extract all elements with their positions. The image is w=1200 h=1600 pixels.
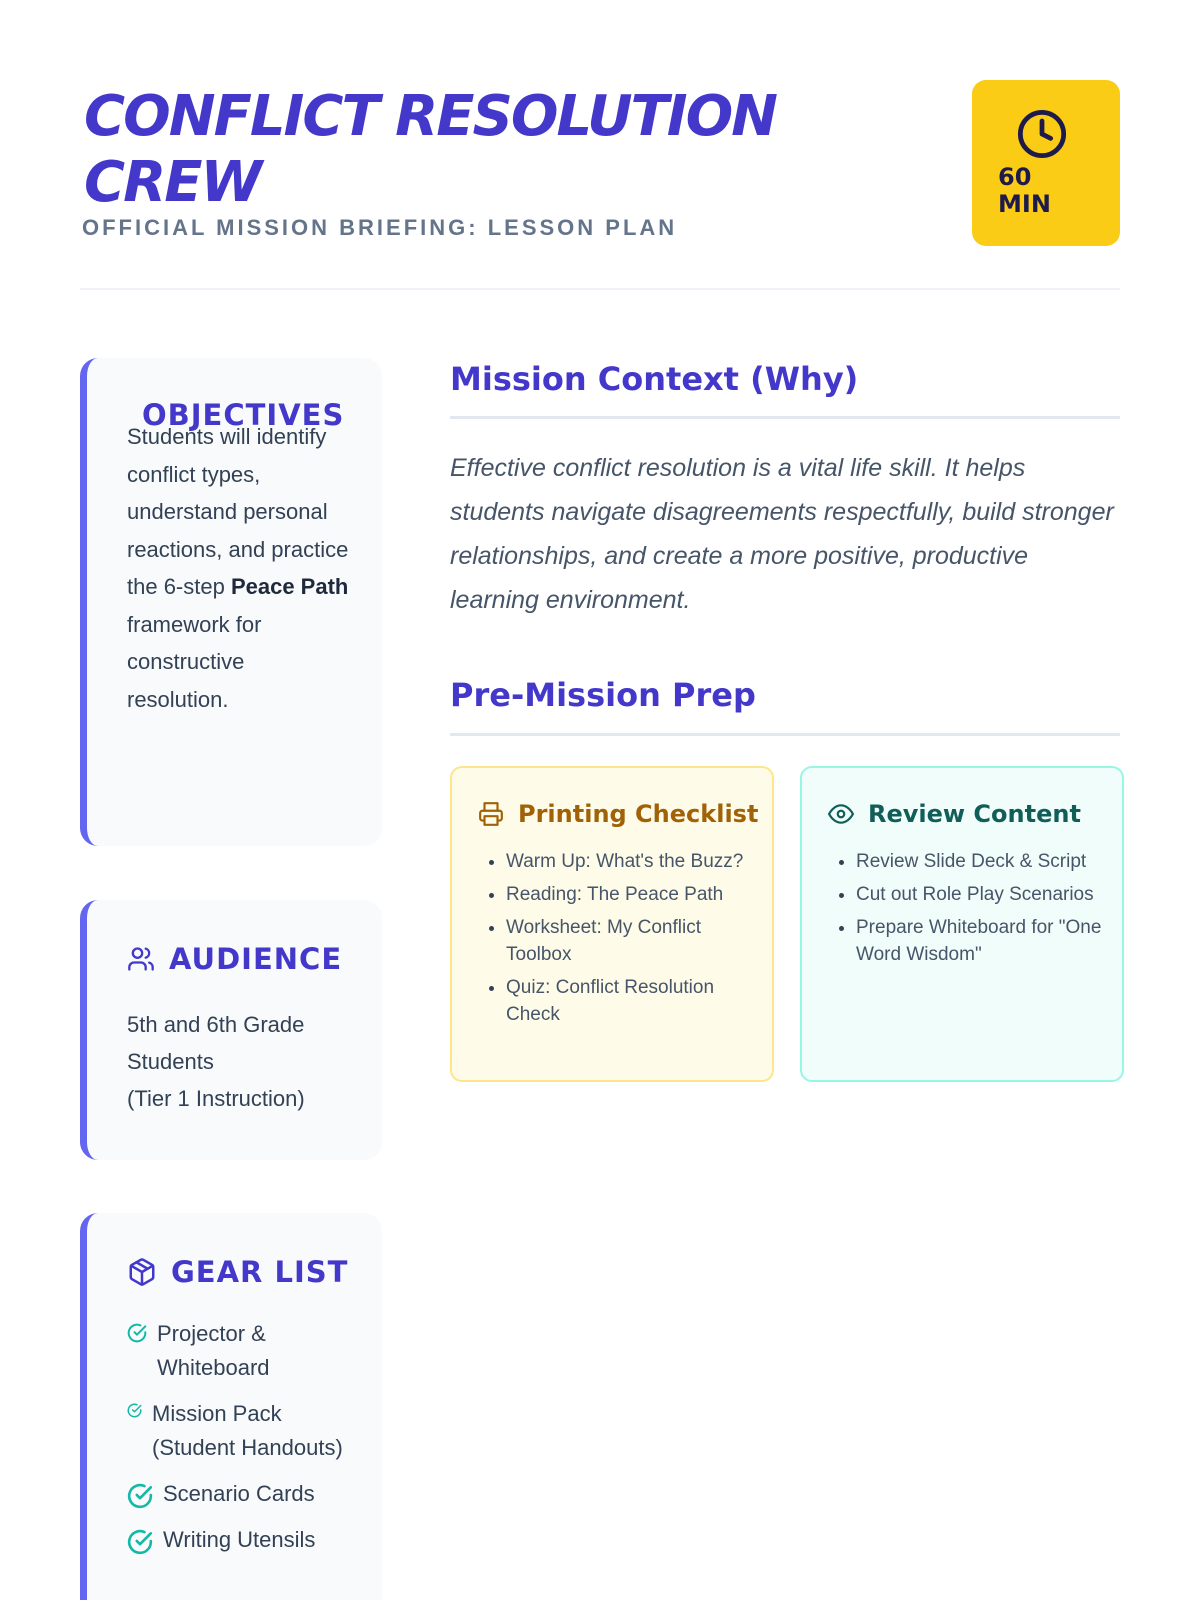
gear-item [127, 1477, 367, 1511]
box-icon [127, 1257, 157, 1287]
page-title: CONFLICT RESOLUTION CREW [84, 84, 777, 215]
context-title: Mission Context (Why) [450, 360, 859, 398]
context-text: Effective conflict resolution is a vital life skill. It helps students navigate disagreements respectfully, build stronger relationships, and create a more positive, productive learning environment. [450, 454, 1114, 614]
gear-list-card [80, 1213, 382, 1600]
gear-item [127, 1317, 367, 1385]
printing-checklist-item: • Reading: The Peace Path [506, 881, 756, 908]
review-content-item: • Prepare Whiteboard for "One Word Wisdom" [856, 914, 1106, 968]
audience-text [127, 1006, 357, 1117]
review-content-header [828, 800, 1081, 828]
objectives-text [127, 418, 349, 718]
audience-title-row [127, 942, 342, 976]
review-content-item: • Review Slide Deck & Script [856, 848, 1106, 875]
gear-item-label: Projector & Whiteboard [157, 1321, 270, 1380]
audience-title: AUDIENCE [169, 942, 343, 976]
check-circle-icon [127, 1483, 153, 1509]
gear-item-label: Writing Utensils [163, 1527, 316, 1552]
objectives-text-before: Students will identify conflict types, understand personal reactions, and practice the 6-step [127, 424, 349, 599]
objectives-text-after: framework for constructive resolution. [127, 611, 262, 712]
prep-title: Pre-Mission Prep [450, 676, 756, 714]
printing-checklist-title: Printing Checklist [518, 800, 759, 828]
gear-item [127, 1397, 367, 1465]
review-content-title: Review Content [868, 800, 1081, 828]
printer-icon [478, 801, 504, 827]
clock-icon [1016, 108, 1068, 160]
review-content-box [800, 766, 1124, 1082]
gear-item [127, 1523, 367, 1557]
objectives-card [80, 358, 382, 846]
check-circle-icon [127, 1403, 142, 1418]
review-content-list [856, 848, 1106, 974]
objectives-title: OBJECTIVES [142, 398, 345, 432]
printing-checklist-item: • Quiz: Conflict Resolution Check [506, 974, 756, 1028]
review-content-item: • Cut out Role Play Scenarios [856, 881, 1106, 908]
duration-badge [972, 80, 1120, 246]
printing-checklist-box [450, 766, 774, 1082]
gear-item-label: Mission Pack (Student Handouts) [152, 1401, 343, 1460]
check-circle-icon [127, 1323, 147, 1343]
gear-title: GEAR LIST [171, 1255, 349, 1289]
check-circle-icon [127, 1529, 153, 1555]
audience-card [80, 900, 382, 1160]
audience-line-1: 5th and 6th Grade Students [127, 1012, 305, 1074]
printing-checklist-item: • Warm Up: What's the Buzz? [506, 848, 756, 875]
page-header [80, 80, 1120, 290]
duration-label: 60 MIN [998, 163, 1051, 218]
gear-list [127, 1317, 367, 1569]
page-subtitle: OFFICIAL MISSION BRIEFING: LESSON PLAN [82, 215, 678, 240]
gear-title-row [127, 1255, 348, 1289]
printing-checklist-header [478, 800, 758, 828]
prep-rule [450, 733, 1120, 736]
users-icon [127, 945, 155, 973]
objectives-text-bold: Peace Path [230, 574, 349, 599]
header-divider [80, 288, 1120, 290]
printing-checklist-list [506, 848, 756, 1034]
gear-item-label: Scenario Cards [163, 1481, 315, 1506]
audience-line-2: (Tier 1 Instruction) [127, 1086, 305, 1111]
eye-icon [828, 801, 854, 827]
printing-checklist-item: • Worksheet: My Conflict Toolbox [506, 914, 756, 968]
context-rule [450, 416, 1120, 419]
